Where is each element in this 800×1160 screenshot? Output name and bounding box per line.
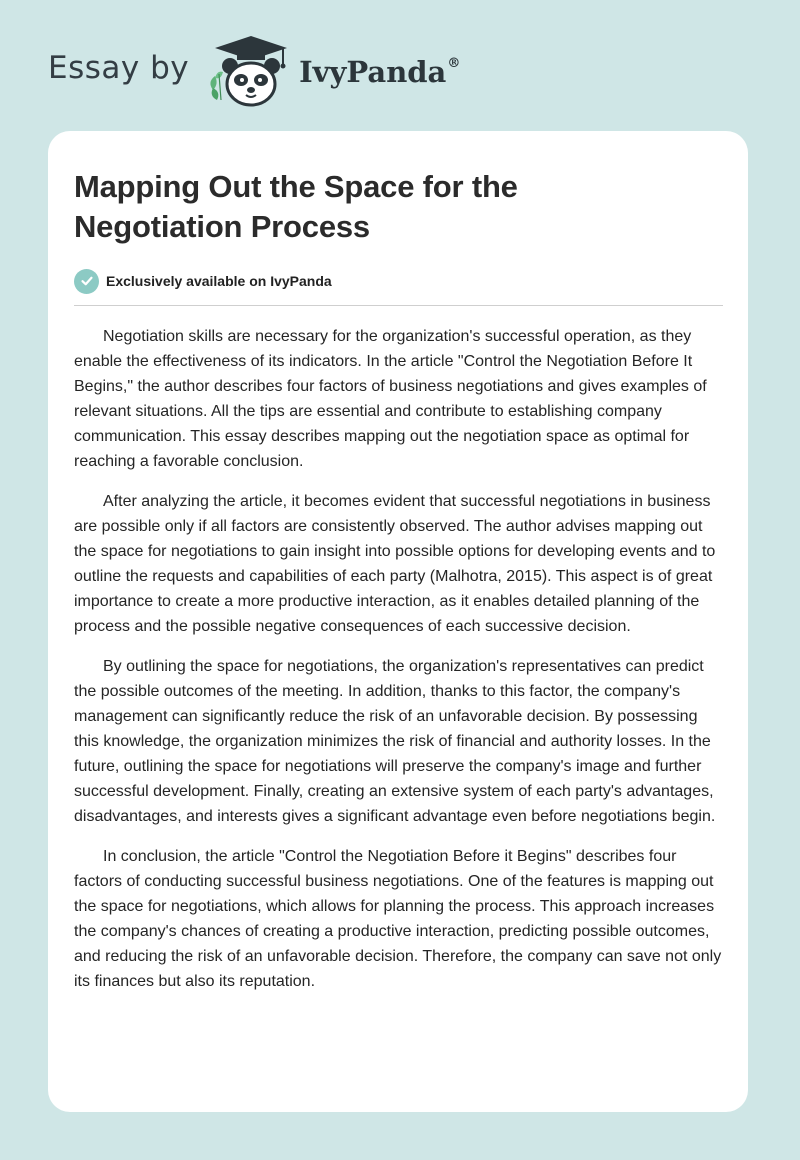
paragraph: By outlining the space for negotiations, the organization's representatives can predict the possible outcomes of the meeting. In addition, thanks to this factor, the company's management can significantly reduce the risk of an unfavorable decision. By possessing this knowledge, the organization minimizes the risk of financial and authority losses. In the future, outlining the space for negotiations will preserve the company's image and further successful development. Finally, creating an extensive system of each party's advantages, disadvantages, and interests gives a significant advantage even before negotiations begin. (74, 658, 716, 825)
badge-text: Exclusively available on IvyPanda (106, 273, 332, 289)
check-icon (74, 269, 99, 294)
paragraph: In conclusion, the article "Control the Negotiation Before it Begins" describes four factors of conducting successful business negotiations. One of the features is mapping out the space for negotiations, which allows for planning the process. This approach increases the company's chances of creating a productive interaction, predicting possible outcomes, and reducing the risk of an unfavorable decision. Therefore, the company can save not only its finances but also its reputation. (74, 848, 722, 990)
essay-card (48, 131, 748, 1112)
brand-label: IvyPanda (299, 55, 447, 89)
site-header (48, 30, 460, 110)
registered-mark: ® (447, 56, 461, 72)
title-line-1: Mapping Out the Space for the (74, 169, 518, 204)
brand-name[interactable] (299, 55, 460, 89)
title-line-2: Negotiation Process (74, 209, 370, 244)
essay-body (74, 324, 726, 994)
paragraph: Negotiation skills are necessary for the organization's successful operation, as they enable the effectiveness of its indicators. In the article "Control the Negotiation Before It Begins," the author describes four factors of business negotiations and gives examples of relevant situations. All the tips are essential and contribute to establishing company communication. This essay describes mapping out the negotiation space as optimal for reaching a favorable conclusion. (74, 328, 707, 470)
paragraph: After analyzing the article, it becomes evident that successful negotiations in business are possible only if all factors are consistently observed. The author advises mapping out the space for negotiations to gain insight into possible options for developing events and to outline the requests and capabilities of each party (Malhotra, 2015). This aspect is of great importance to create a more productive interaction, as it enables detailed planning of the process and the possible negative consequences of each successive decision. (74, 493, 716, 635)
page-title (74, 167, 723, 247)
panda-graduate-icon[interactable] (203, 30, 299, 110)
divider (74, 305, 723, 306)
essay-by-label: Essay by (48, 50, 190, 86)
exclusive-badge (74, 268, 723, 294)
